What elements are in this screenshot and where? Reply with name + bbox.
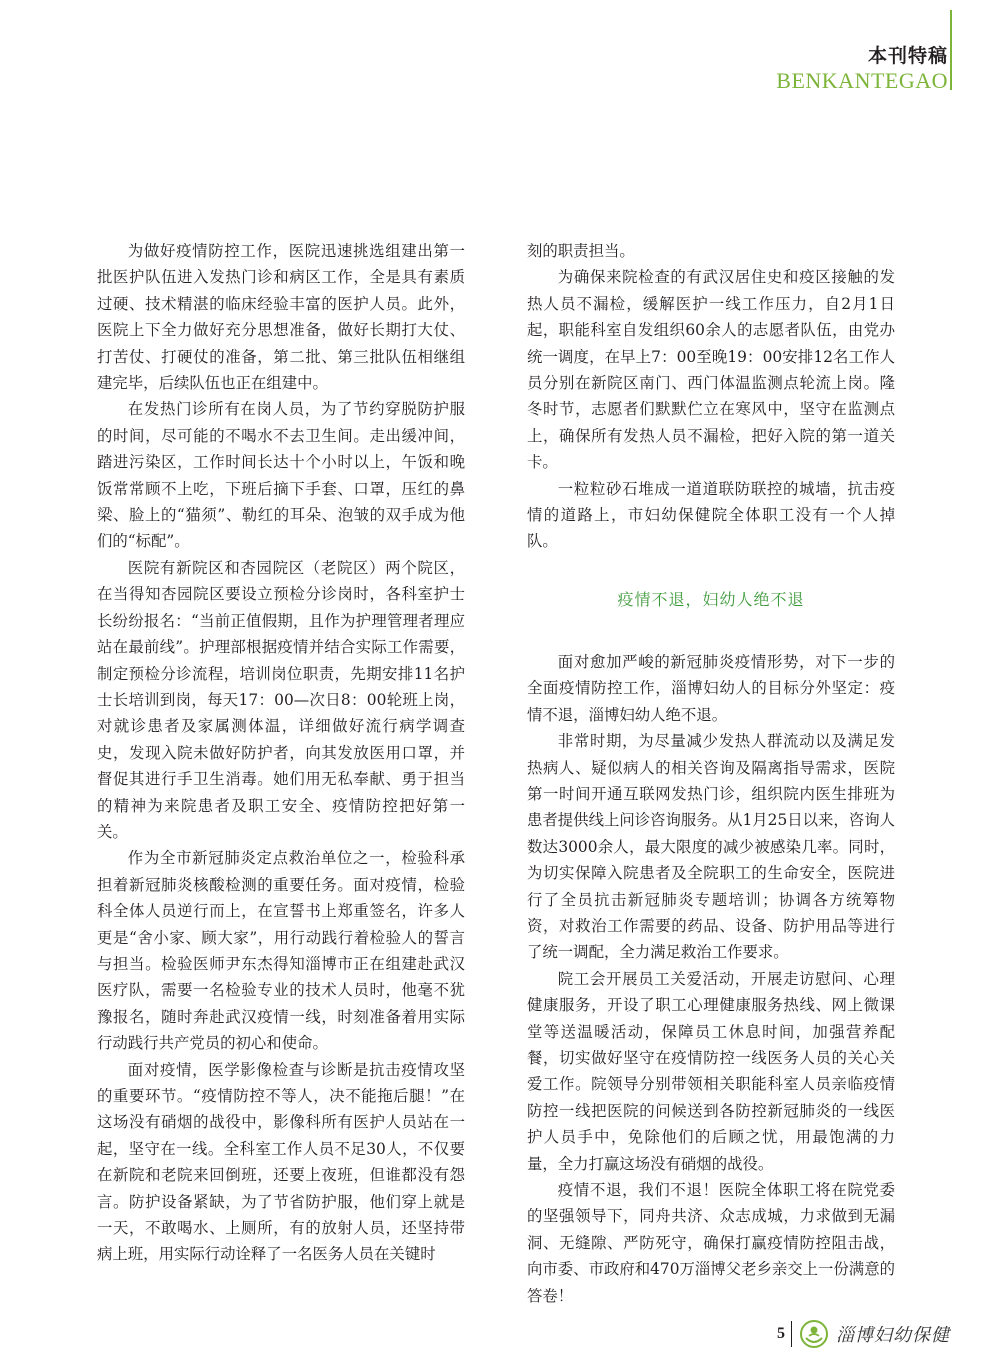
section-subheading: 疫情不退，妇幼人绝不退	[617, 589, 805, 609]
page-number: 5	[777, 1325, 785, 1342]
maternal-child-health-logo-icon	[800, 1320, 828, 1348]
header-rule	[950, 10, 952, 90]
paragraph-continued: 刻的职责担当。	[527, 242, 635, 260]
section-header	[776, 44, 948, 94]
magazine-name: 淄博妇幼保健	[836, 1325, 950, 1346]
left-column	[97, 238, 465, 1268]
paragraph: 非常时期，为尽量减少发热人群流动以及满足发热病人、疑似病人的相关咨询及隔离指导需求，医院第一时间开通互联网发热门诊，组织院内医生排班为患者提供线上问诊咨询服务。从1月25日以来，咨询人数达3000余人，最大限度的减少被感染几率。同时，为切实保障入院患者及全院职工的生命安全，医院进行了全员抗击新冠肺炎专题培训；协调各方统筹物资，对救治工作需要的药品、设备、防护用品等进行了统一调配，全力满足救治工作要求。	[527, 732, 895, 962]
paragraph: 为确保来院检查的有武汉居住史和疫区接触的发热人员不漏检，缓解医护一线工作压力，自2月1日起，职能科室自发组织60余人的志愿者队伍，由党办统一调度，在早上7：00至晚19：00安排12名工作人员分别在新院区南门、西门体温监测点轮流上岗。隆冬时节，志愿者们默默伫立在寒风中，坚守在监测点上，确保所有发热人员不漏检，把好入院的第一道关卡。	[527, 268, 895, 472]
section-name-cn: 本刊特稿	[867, 45, 948, 67]
paragraph: 作为全市新冠肺炎定点救治单位之一，检验科承担着新冠肺炎核酸检测的重要任务。面对疫情，检验科全体人员逆行而上，在宣誓书上郑重签名，许多人更是“舍小家、顾大家”，用行动践行着检验人的誓言与担当。检验医师尹东杰得知淄博市正在组建赴武汉医疗队，需要一名检验专业的技术人员时，他毫不犹豫报名，随时奔赴武汉疫情一线，时刻准备着用实际行动践行共产党员的初心和使命。	[97, 849, 465, 1053]
paragraph: 院工会开展员工关爱活动，开展走访慰问、心理健康服务，开设了职工心理健康服务热线、网上微课堂等送温暖活动，保障员工休息时间，加强营养配餐，切实做好坚守在疫情防控一线医务人员的关心关爱工作。院领导分别带领相关职能科室人员亲临疫情防控一线把医院的问候送到各防控新冠肺炎的一线医护人员手中，免除他们的后顾之忧，用最饱满的力量，全力打赢这场没有硝烟的战役。	[527, 969, 895, 1173]
section-name-en: BENKANTEGAO	[776, 68, 948, 93]
paragraph: 医院有新院区和杏园院区（老院区）两个院区，在当得知杏园院区要设立预检分诊岗时，各科室护士长纷纷报名：“当前正值假期，且作为护理管理者理应站在最前线”。护理部根据疫情并结合实际工作需要，制定预检分诊流程，培训岗位职责，先期安排11名护士长培训到岗，每天17：00—次日8：00轮班上岗，对就诊患者及家属测体温，详细做好流行病学调查史，发现入院未做好防护者，向其发放医用口罩，并督促其进行手卫生消毒。她们用无私奉献、勇于担当的精神为来院患者及职工安全、疫情防控把好第一关。	[97, 558, 465, 841]
paragraph: 一粒粒砂石堆成一道道联防联控的城墙，抗击疫情的道路上，市妇幼保健院全体职工没有一个人掉队。	[527, 479, 895, 551]
right-column	[527, 238, 895, 1309]
paragraph: 面对愈加严峻的新冠肺炎疫情形势，对下一步的全面疫情防控工作，淄博妇幼人的目标分外坚定：疫情不退，淄博妇幼人绝不退。	[527, 652, 895, 724]
page-footer	[777, 1320, 950, 1348]
paragraph: 为做好疫情防控工作，医院迅速挑选组建出第一批医护队伍进入发热门诊和病区工作，全是具有素质过硬、技术精湛的临床经验丰富的医护人员。此外，医院上下全力做好充分思想准备，做好长期打大仗、打苦仗、打硬仗的准备，第二批、第三批队伍相继组建完毕，后续队伍也正在组建中。	[97, 242, 465, 393]
paragraph: 面对疫情，医学影像检查与诊断是抗击疫情攻坚的重要环节。“疫情防控不等人，决不能拖后腿！”在这场没有硝烟的战役中，影像科所有医护人员站在一起，坚守在一线。全科室工作人员不足30人，不仅要在新院和老院来回倒班，还要上夜班，但谁都没有怨言。防护设备紧缺，为了节省防护服，他们穿上就是一天，不敢喝水、上厕所，有的放射人员，还坚持带病上班，用实际行动诠释了一名医务人员在关键时	[97, 1060, 465, 1264]
paragraph: 在发热门诊所有在岗人员，为了节约穿脱防护服的时间，尽可能的不喝水不去卫生间。走出缓冲间，踏进污染区，工作时间长达十个小时以上，午饭和晚饭常常顾不上吃，下班后摘下手套、口罩，压红的鼻梁、脸上的“猫须”、勒红的耳朵、泡皱的双手成为他们的“标配”。	[97, 400, 465, 551]
footer-divider	[791, 1321, 792, 1347]
paragraph: 疫情不退，我们不退！医院全体职工将在院党委的坚强领导下，同舟共济、众志成城，力求做到无漏洞、无缝隙、严防死守，确保打赢疫情防控阻击战，向市委、市政府和470万淄博父老乡亲交上一份满意的答卷！	[527, 1181, 895, 1305]
